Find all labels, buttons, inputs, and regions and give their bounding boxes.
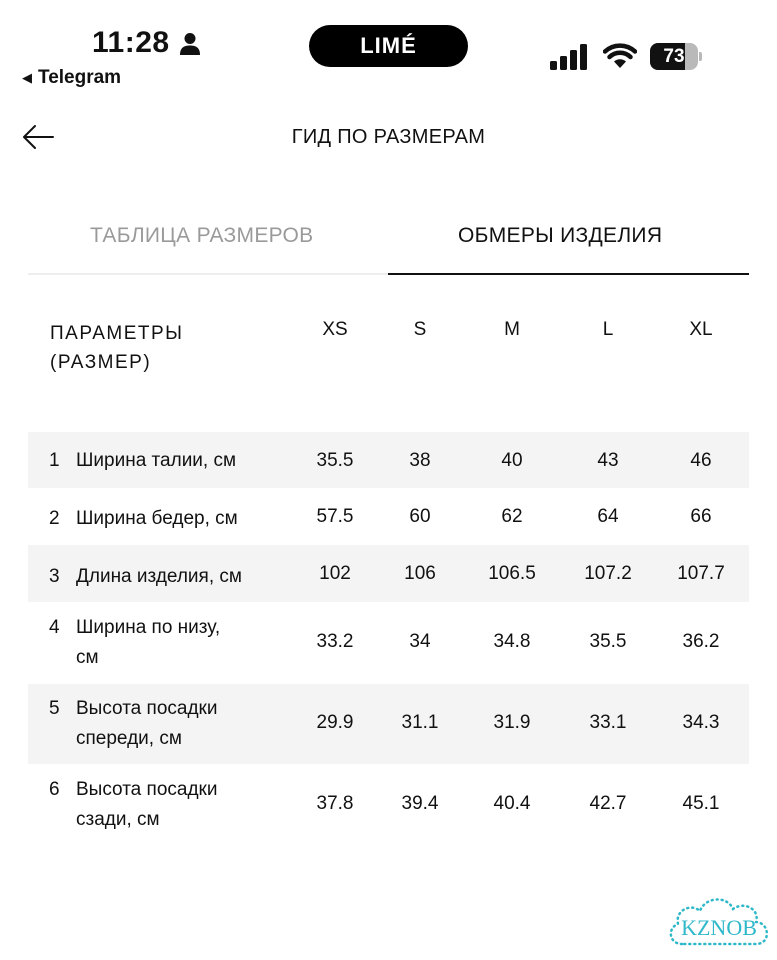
value-l: 42.7 (589, 793, 627, 814)
value-xs: 35.5 (316, 450, 354, 471)
row-parameter: Длина изделия, см (76, 566, 242, 587)
value-xl: 36.2 (682, 631, 720, 652)
param-header (50, 319, 184, 377)
row-number: 1 (49, 450, 60, 471)
value-xl: 34.3 (682, 712, 720, 733)
size-header-m: M (504, 319, 520, 340)
value-m: 106.5 (488, 563, 536, 584)
value-xs: 29.9 (316, 712, 354, 733)
back-to-telegram[interactable] (22, 67, 121, 89)
size-header-s: S (413, 319, 427, 340)
table-row (28, 764, 749, 846)
value-m: 34.8 (493, 631, 531, 652)
tab-size-table[interactable]: ТАБЛИЦА РАЗМЕРОВ (90, 224, 314, 247)
value-l: 33.1 (589, 712, 627, 733)
row-parameter: Высота посадки сзади, см (76, 779, 218, 830)
row-number: 3 (49, 566, 60, 587)
row-parameter: Ширина талии, см (76, 450, 237, 471)
person-icon (179, 32, 201, 56)
row-parameter: Ширина бедер, см (76, 508, 238, 529)
row-parameter: Высота посадки спереди, см (76, 698, 218, 749)
value-xl: 46 (690, 450, 712, 471)
value-s: 38 (409, 450, 431, 471)
table-row (28, 488, 749, 544)
active-tab-underline (388, 273, 749, 275)
status-time: 11:28 (92, 26, 170, 59)
size-header-l: L (602, 319, 614, 340)
table-row (28, 432, 749, 488)
value-m: 40 (501, 450, 523, 471)
watermark-text: KZNOB (681, 915, 757, 940)
value-s: 31.1 (401, 712, 439, 733)
row-number: 6 (49, 779, 60, 800)
table-row (28, 545, 749, 602)
back-app-label: Telegram (38, 67, 122, 88)
value-m: 40.4 (493, 793, 531, 814)
value-s: 39.4 (401, 793, 439, 814)
value-m: 62 (501, 506, 523, 527)
table-row (28, 684, 749, 764)
battery-indicator (650, 43, 702, 70)
value-l: 107.2 (584, 563, 632, 584)
cellular-signal-icon (550, 44, 590, 70)
tab-underline (28, 273, 388, 275)
value-xl: 66 (690, 506, 712, 527)
row-number: 5 (49, 698, 60, 719)
value-xl: 45.1 (682, 793, 720, 814)
row-number: 2 (49, 508, 60, 529)
value-l: 43 (597, 450, 619, 471)
value-xs: 102 (319, 563, 351, 584)
wifi-icon (603, 42, 637, 70)
battery-percent: 73 (663, 46, 685, 67)
value-m: 31.9 (493, 712, 531, 733)
value-xs: 33.2 (316, 631, 354, 652)
value-xl: 107.7 (677, 563, 725, 584)
back-triangle-icon: ◀ (22, 70, 32, 85)
row-number: 4 (49, 617, 60, 638)
page-title: ГИД ПО РАЗМЕРАМ (291, 126, 486, 148)
param-header-line2: (РАЗМЕР) (50, 352, 152, 373)
row-parameter: Ширина по низу, см (76, 617, 221, 668)
value-s: 34 (409, 631, 431, 652)
value-l: 64 (597, 506, 619, 527)
size-header-xl: XL (689, 319, 713, 340)
value-xs: 37.8 (316, 793, 354, 814)
tab-product-measurements[interactable]: ОБМЕРЫ ИЗДЕЛИЯ (458, 224, 663, 247)
value-s: 60 (409, 506, 431, 527)
value-xs: 57.5 (316, 506, 354, 527)
dynamic-island-logo: LIMÉ (309, 25, 468, 67)
kznob-watermark-logo (664, 890, 774, 954)
size-header-xs: XS (322, 319, 348, 340)
param-header-line1: ПАРАМЕТРЫ (50, 323, 184, 344)
value-s: 106 (404, 563, 436, 584)
value-l: 35.5 (589, 631, 627, 652)
table-row (28, 602, 749, 684)
